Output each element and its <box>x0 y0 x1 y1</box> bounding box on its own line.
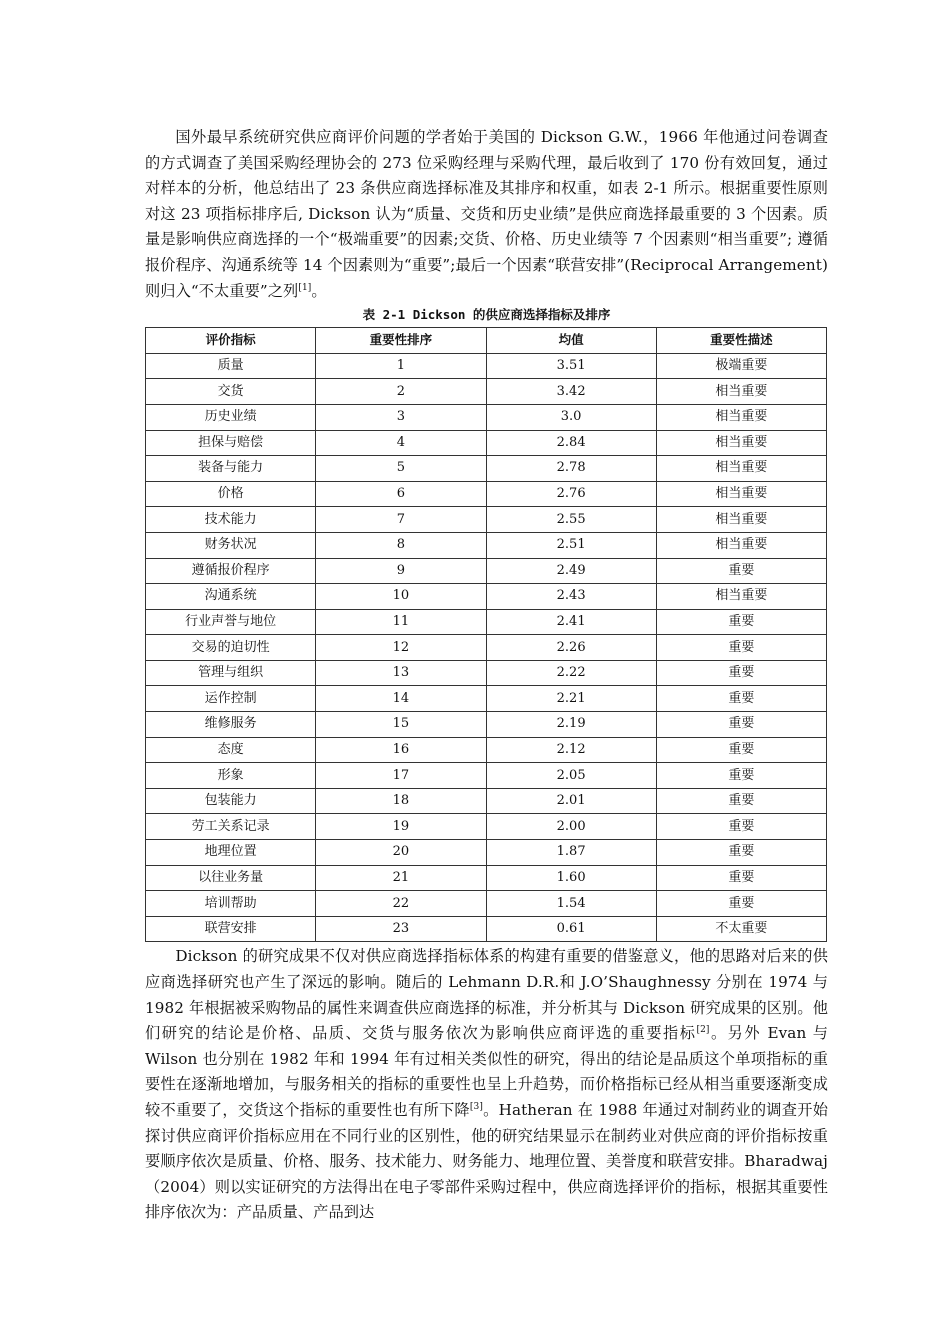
cell-importance: 重要 <box>656 686 826 712</box>
table-row <box>146 865 827 891</box>
table-row <box>146 404 827 430</box>
table-row <box>146 737 827 763</box>
header-mean: 均值 <box>486 328 656 354</box>
table-body <box>146 353 827 942</box>
cell-rank: 3 <box>316 404 486 430</box>
supplier-criteria-table <box>145 327 827 942</box>
cell-criterion: 历史业绩 <box>146 404 316 430</box>
cell-criterion: 质量 <box>146 353 316 379</box>
followup-text-2: 。另外 Evan 与 Wilson 也分别在 1982 年和 1994 年有过相关类似性的研究，得出的结论是品质这个单项指标的重要性在逐渐地增加，与服务相关的指标的重要性也呈上升趋势，而价格指标已经从相当重要逐渐变成较不重要了，交货这个指标的重要性也有所下降 <box>145 1024 828 1119</box>
cell-mean: 2.76 <box>486 481 656 507</box>
cell-mean: 2.22 <box>486 660 656 686</box>
cell-rank: 13 <box>316 660 486 686</box>
cell-importance: 相当重要 <box>656 456 826 482</box>
cell-rank: 16 <box>316 737 486 763</box>
table-row <box>146 609 827 635</box>
citation-3: [3] <box>469 1101 483 1112</box>
cell-mean: 2.55 <box>486 507 656 533</box>
cell-mean: 2.84 <box>486 430 656 456</box>
cell-mean: 2.26 <box>486 635 656 661</box>
cell-criterion: 行业声誉与地位 <box>146 609 316 635</box>
cell-criterion: 价格 <box>146 481 316 507</box>
cell-importance: 重要 <box>656 558 826 584</box>
cell-criterion: 地理位置 <box>146 840 316 866</box>
intro-text: 国外最早系统研究供应商评价问题的学者始于美国的 Dickson G.W.，1966 年他通过问卷调查的方式调查了美国采购经理协会的 273 位采购经理与采购代理，最后收到了 170 份有效回复，通过对样本的分析，他总结出了 23 条供应商选择标准及其排序和权重，如表 2-1 所示。根据重要性原则对这 23 项指标排序后, Dickson 认为“质量、交货和历史业绩”是供应商选择最重要的 3 个因素。质量是影响供应商选择的一个“极端重要”的因素;交货、价格、历史业绩等 7 个因素则“相当重要”; 遵循报价程序、沟通系统等 14 个因素则为“重要”;最后一个因素“联营安排”(Reciprocal Arrangement)则归入“不太重要”之列 <box>145 128 828 300</box>
cell-mean: 2.51 <box>486 532 656 558</box>
cell-criterion: 培训帮助 <box>146 891 316 917</box>
table-row <box>146 916 827 942</box>
table-row <box>146 712 827 738</box>
cell-rank: 2 <box>316 379 486 405</box>
cell-criterion: 交货 <box>146 379 316 405</box>
cell-criterion: 包装能力 <box>146 788 316 814</box>
cell-mean: 0.61 <box>486 916 656 942</box>
cell-rank: 4 <box>316 430 486 456</box>
cell-criterion: 形象 <box>146 763 316 789</box>
cell-importance: 相当重要 <box>656 507 826 533</box>
cell-importance: 重要 <box>656 609 826 635</box>
cell-criterion: 装备与能力 <box>146 456 316 482</box>
cell-importance: 极端重要 <box>656 353 826 379</box>
cell-mean: 2.12 <box>486 737 656 763</box>
cell-rank: 15 <box>316 712 486 738</box>
cell-rank: 22 <box>316 891 486 917</box>
cell-mean: 2.49 <box>486 558 656 584</box>
intro-tail: 。 <box>311 281 327 300</box>
cell-importance: 重要 <box>656 840 826 866</box>
cell-rank: 6 <box>316 481 486 507</box>
cell-criterion: 运作控制 <box>146 686 316 712</box>
cell-mean: 1.54 <box>486 891 656 917</box>
cell-rank: 1 <box>316 353 486 379</box>
cell-mean: 2.00 <box>486 814 656 840</box>
citation-2: [2] <box>696 1025 710 1036</box>
table-row <box>146 814 827 840</box>
table-row <box>146 430 827 456</box>
cell-importance: 重要 <box>656 737 826 763</box>
cell-mean: 3.42 <box>486 379 656 405</box>
cell-criterion: 以往业务量 <box>146 865 316 891</box>
document-page <box>145 125 828 1226</box>
cell-importance: 重要 <box>656 788 826 814</box>
table-row <box>146 532 827 558</box>
cell-mean: 1.60 <box>486 865 656 891</box>
cell-mean: 2.21 <box>486 686 656 712</box>
cell-importance: 重要 <box>656 891 826 917</box>
header-rank: 重要性排序 <box>316 328 486 354</box>
cell-rank: 7 <box>316 507 486 533</box>
cell-importance: 相当重要 <box>656 379 826 405</box>
cell-importance: 相当重要 <box>656 584 826 610</box>
cell-rank: 12 <box>316 635 486 661</box>
cell-criterion: 遵循报价程序 <box>146 558 316 584</box>
cell-importance: 重要 <box>656 814 826 840</box>
cell-rank: 10 <box>316 584 486 610</box>
table-row <box>146 840 827 866</box>
cell-importance: 重要 <box>656 712 826 738</box>
cell-criterion: 财务状况 <box>146 532 316 558</box>
cell-mean: 2.01 <box>486 788 656 814</box>
cell-rank: 9 <box>316 558 486 584</box>
cell-importance: 重要 <box>656 660 826 686</box>
table-row <box>146 584 827 610</box>
cell-rank: 18 <box>316 788 486 814</box>
cell-criterion: 劳工关系记录 <box>146 814 316 840</box>
table-header-row <box>146 328 827 354</box>
cell-mean: 2.43 <box>486 584 656 610</box>
table-row <box>146 481 827 507</box>
followup-text-1: Dickson 的研究成果不仅对供应商选择指标体系的构建有重要的借鉴意义，他的思路对后来的供应商选择研究也产生了深远的影响。随后的 Lehmann D.R.和 J.O’Shaughnessy 分别在 1974 与 1982 年根据被采购物品的属性来调查供应商选择的标准，并分析其与 Dickson 研究成果的区别。他们研究的结论是价格、品质、交货与服务依次为影响供应商评选的重要指标 <box>145 947 828 1043</box>
citation-1: [1] <box>298 282 312 293</box>
table-row <box>146 686 827 712</box>
table-row <box>146 507 827 533</box>
cell-rank: 5 <box>316 456 486 482</box>
cell-criterion: 交易的迫切性 <box>146 635 316 661</box>
cell-mean: 2.19 <box>486 712 656 738</box>
cell-rank: 8 <box>316 532 486 558</box>
table-row <box>146 635 827 661</box>
cell-criterion: 联营安排 <box>146 916 316 942</box>
cell-importance: 重要 <box>656 635 826 661</box>
table-caption: 表 2-1 Dickson 的供应商选择指标及排序 <box>362 307 611 323</box>
cell-criterion: 沟通系统 <box>146 584 316 610</box>
cell-importance: 重要 <box>656 865 826 891</box>
cell-mean: 2.41 <box>486 609 656 635</box>
followup-paragraph <box>145 944 828 1226</box>
table-row <box>146 379 827 405</box>
cell-importance: 相当重要 <box>656 481 826 507</box>
table-row <box>146 891 827 917</box>
followup-text-3: 。Hatheran 在 1988 年通过对制药业的调查开始探讨供应商评价指标应用在不同行业的区别性，他的研究结果显示在制药业对供应商的评价指标按重要顺序依次是质量、价格、服务、技术能力、财务能力、地理位置、美誉度和联营安排。Bharadwaj（2004）则以实证研究的方法得出在电子零部件采购过程中，供应商选择评价的指标，根据其重要性排序依次为：产品质量、产品到达 <box>145 1100 828 1222</box>
cell-importance: 相当重要 <box>656 532 826 558</box>
cell-mean: 2.78 <box>486 456 656 482</box>
table-row <box>146 353 827 379</box>
cell-criterion: 管理与组织 <box>146 660 316 686</box>
cell-mean: 3.51 <box>486 353 656 379</box>
cell-importance: 相当重要 <box>656 404 826 430</box>
table-row <box>146 660 827 686</box>
cell-rank: 20 <box>316 840 486 866</box>
cell-mean: 2.05 <box>486 763 656 789</box>
cell-importance: 重要 <box>656 763 826 789</box>
table-row <box>146 558 827 584</box>
cell-mean: 1.87 <box>486 840 656 866</box>
cell-mean: 3.0 <box>486 404 656 430</box>
cell-rank: 17 <box>316 763 486 789</box>
cell-importance: 不太重要 <box>656 916 826 942</box>
cell-criterion: 技术能力 <box>146 507 316 533</box>
table-row <box>146 456 827 482</box>
cell-rank: 21 <box>316 865 486 891</box>
header-importance: 重要性描述 <box>656 328 826 354</box>
cell-criterion: 担保与赔偿 <box>146 430 316 456</box>
cell-criterion: 态度 <box>146 737 316 763</box>
cell-criterion: 维修服务 <box>146 712 316 738</box>
cell-rank: 19 <box>316 814 486 840</box>
header-criterion: 评价指标 <box>146 328 316 354</box>
cell-rank: 14 <box>316 686 486 712</box>
cell-rank: 11 <box>316 609 486 635</box>
cell-rank: 23 <box>316 916 486 942</box>
cell-importance: 相当重要 <box>656 430 826 456</box>
table-row <box>146 788 827 814</box>
intro-paragraph <box>145 125 828 304</box>
table-row <box>146 763 827 789</box>
